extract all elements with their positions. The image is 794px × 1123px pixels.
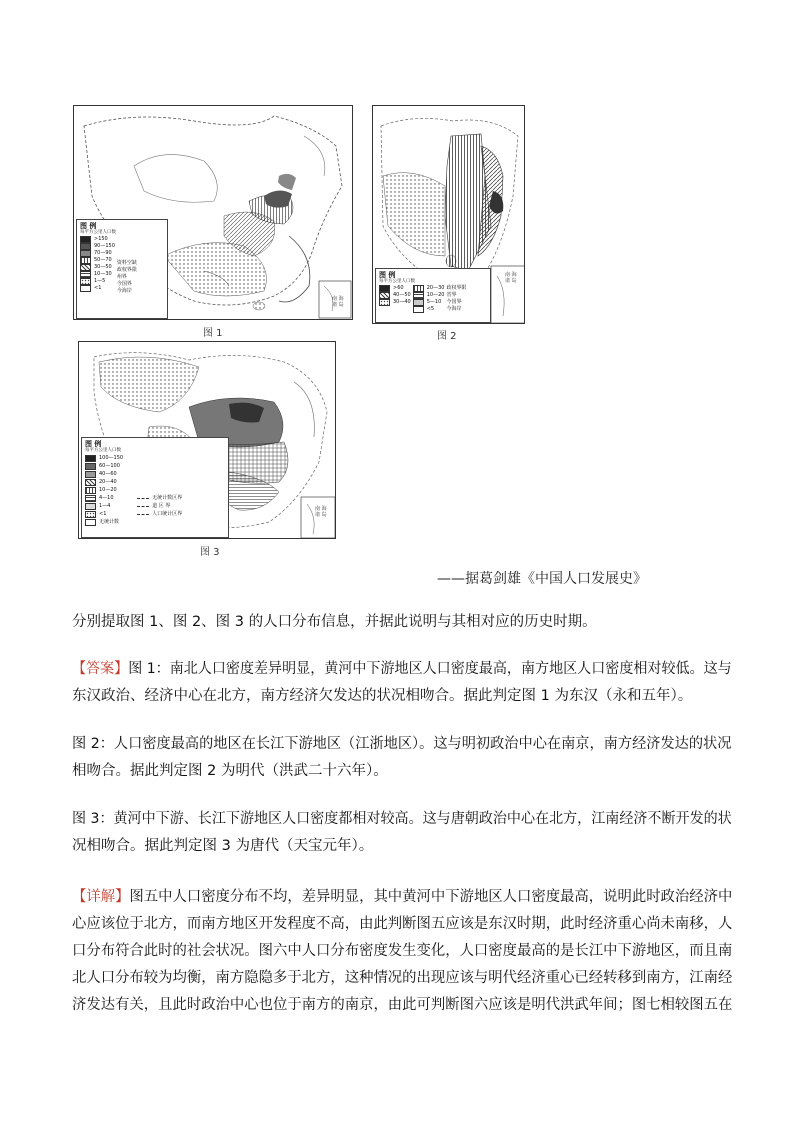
map-3-legend-subtitle: 每平方公里人口数 xyxy=(85,448,121,453)
map-figure-1 xyxy=(73,105,353,320)
map-3-legend-title: 图 例 xyxy=(85,440,102,448)
map-2-legend-title: 图 例 xyxy=(379,271,396,279)
legend-item: 10—20 xyxy=(413,292,445,299)
map-2-legend xyxy=(375,268,491,323)
legend-item: 10—20 xyxy=(85,486,123,494)
answer-tag: 【答案】 xyxy=(72,661,129,677)
legend-swatch xyxy=(379,299,390,306)
legend-line-item: 道 区 界 xyxy=(129,502,182,510)
legend-item: <1 xyxy=(85,510,123,518)
map-1-legend-subtitle: 每平方公里人口数 xyxy=(80,230,116,235)
map-1-legend xyxy=(76,219,168,319)
map-2-legend-subtitle: 每平方公里人口数 xyxy=(379,279,415,284)
map-2-inset-label: 南 海 诸 岛 xyxy=(505,272,517,284)
legend-item: 30—50 xyxy=(80,264,115,271)
legend-item: 50—70 xyxy=(80,257,115,264)
legend-swatch xyxy=(413,292,424,299)
legend-swatch xyxy=(85,455,96,462)
map-3-caption: 图 3 xyxy=(200,547,220,558)
answer-paragraph-1 xyxy=(72,656,732,710)
legend-swatch xyxy=(80,278,91,285)
legend-swatch xyxy=(80,285,91,292)
legend-line-item: 省界 xyxy=(446,292,457,298)
legend-item: 5—10 xyxy=(413,299,445,306)
legend-swatch xyxy=(85,519,96,526)
legend-item: <5 xyxy=(413,306,445,313)
legend-swatch xyxy=(80,271,91,278)
map-figure-3 xyxy=(78,341,336,539)
legend-swatch xyxy=(80,250,91,257)
legend-item: 70—90 xyxy=(80,250,115,257)
map-1-inset-label: 南 海 诸 岛 xyxy=(332,296,344,308)
legend-item: 20—30 xyxy=(413,285,445,292)
detail-line-4: 北人口分布较为均衡，南方隐隐多于北方，这种情况的出现应该与明代经济重心已经转移到南方，江南经 xyxy=(72,970,733,986)
answer-line-1: 【答案】图 1：南北人口密度差异明显，黄河中下游地区人口密度最高，南方地区人口密度相对较低。这与 xyxy=(72,661,732,677)
legend-item: 90—150 xyxy=(80,243,115,250)
legend-line-swatch xyxy=(137,506,149,507)
detail-tag: 【详解】 xyxy=(72,889,130,905)
legend-swatch xyxy=(80,236,91,243)
legend-swatch xyxy=(379,285,390,292)
question-text: 分别提取图 1、图 2、图 3 的人口分布信息，并据此说明与其相对应的历史时期。 xyxy=(72,614,597,630)
legend-swatch xyxy=(413,299,424,306)
legend-swatch xyxy=(413,306,424,313)
detail-line-3: 口分布符合此时的社会状况。图六中人口分布密度发生变化，人口密度最高的是长江中下游地区，而且南 xyxy=(72,943,733,959)
answer-paragraph-3 xyxy=(72,806,732,860)
legend-swatch xyxy=(80,264,91,271)
legend-item: 60—100 xyxy=(85,462,123,470)
legend-item: 40—50 xyxy=(379,292,411,299)
legend-line-item: 今海岸 xyxy=(116,288,132,294)
detail-paragraph xyxy=(72,884,732,1019)
legend-line-item: 资料空缺 xyxy=(116,260,137,266)
legend-line-item: 今国界 xyxy=(446,299,462,305)
map-3-legend xyxy=(81,437,229,538)
legend-item: 1—4 xyxy=(85,502,123,510)
legend-item: 1—5 xyxy=(80,278,115,285)
legend-swatch xyxy=(80,243,91,250)
legend-item: 10—30 xyxy=(80,271,115,278)
legend-line-item: 今海岸 xyxy=(446,306,462,312)
legend-item: >60 xyxy=(379,285,411,292)
legend-swatch xyxy=(413,285,424,292)
legend-swatch xyxy=(85,471,96,478)
legend-item: 100—150 xyxy=(85,454,123,462)
legend-swatch xyxy=(85,479,96,486)
map-2-caption: 图 2 xyxy=(437,331,457,342)
answer-line-2: 东汉政治、经济中心在北方，南方经济欠发达的状况相吻合。据此判定图 1 为东汉（永和五年）。 xyxy=(72,688,693,704)
legend-swatch xyxy=(379,292,390,299)
legend-item: 无统计数 xyxy=(85,518,123,526)
legend-line-item: 人口统计区界 xyxy=(129,510,182,518)
answer-paragraph-2 xyxy=(72,731,732,785)
legend-line-item: 政权界限 xyxy=(116,267,137,273)
answer-p2-line-2: 相吻合。据此判定图 2 为明代（洪武二十六年）。 xyxy=(72,763,388,779)
legend-line-item: 政权界限 xyxy=(446,285,467,291)
detail-line-2: 心应该位于北方，而南方地区开发程度不高，由此判断图五应该是东汉时期，此时经济重心尚未南移，人 xyxy=(72,916,733,932)
legend-item: 4—10 xyxy=(85,494,123,502)
answer-p2-line-1: 图 2：人口密度最高的地区在长江下游地区（江浙地区）。这与明初政治中心在南京，南方经济发达的状况 xyxy=(72,736,732,752)
legend-line-swatch xyxy=(137,498,149,499)
legend-line-swatch xyxy=(137,514,149,515)
legend-swatch xyxy=(85,511,96,518)
legend-line-item: 州界 xyxy=(116,274,127,280)
legend-swatch xyxy=(80,257,91,264)
answer-p3-line-2: 况相吻合。据此判定图 3 为唐代（天宝元年）。 xyxy=(72,838,374,854)
legend-item: 40—60 xyxy=(85,470,123,478)
detail-line-1: 【详解】图五中人口密度分布不均，差异明显，其中黄河中下游地区人口密度最高，说明此时政治经济中 xyxy=(72,889,733,905)
legend-item: 20—40 xyxy=(85,478,123,486)
answer-p3-line-1: 图 3：黄河中下游、长江下游地区人口密度都相对较高。这与唐朝政治中心在北方，江南经济不断开发的状 xyxy=(72,811,732,827)
map-3-inset-label: 南 海 诸 岛 xyxy=(315,506,327,518)
legend-item: 30—40 xyxy=(379,299,411,306)
legend-swatch xyxy=(85,487,96,494)
map-1-caption: 图 1 xyxy=(203,328,223,339)
legend-swatch xyxy=(85,463,96,470)
legend-swatch xyxy=(85,495,96,502)
legend-line-item: 无统计数区界 xyxy=(129,494,182,502)
legend-item: >150 xyxy=(80,236,115,243)
map-1-legend-title: 图 例 xyxy=(80,222,97,230)
map-figure-2 xyxy=(372,105,525,324)
detail-line-5: 济发达有关，且此时政治中心也位于南方的南京，由此可判断图六应该是明代洪武年间；图七相较图五在 xyxy=(72,997,733,1013)
legend-line-item: 今国界 xyxy=(116,281,132,287)
legend-item: <1 xyxy=(80,285,115,292)
legend-swatch xyxy=(85,503,96,510)
source-citation: ——据葛剑雄《中国人口发展史》 xyxy=(437,571,647,587)
